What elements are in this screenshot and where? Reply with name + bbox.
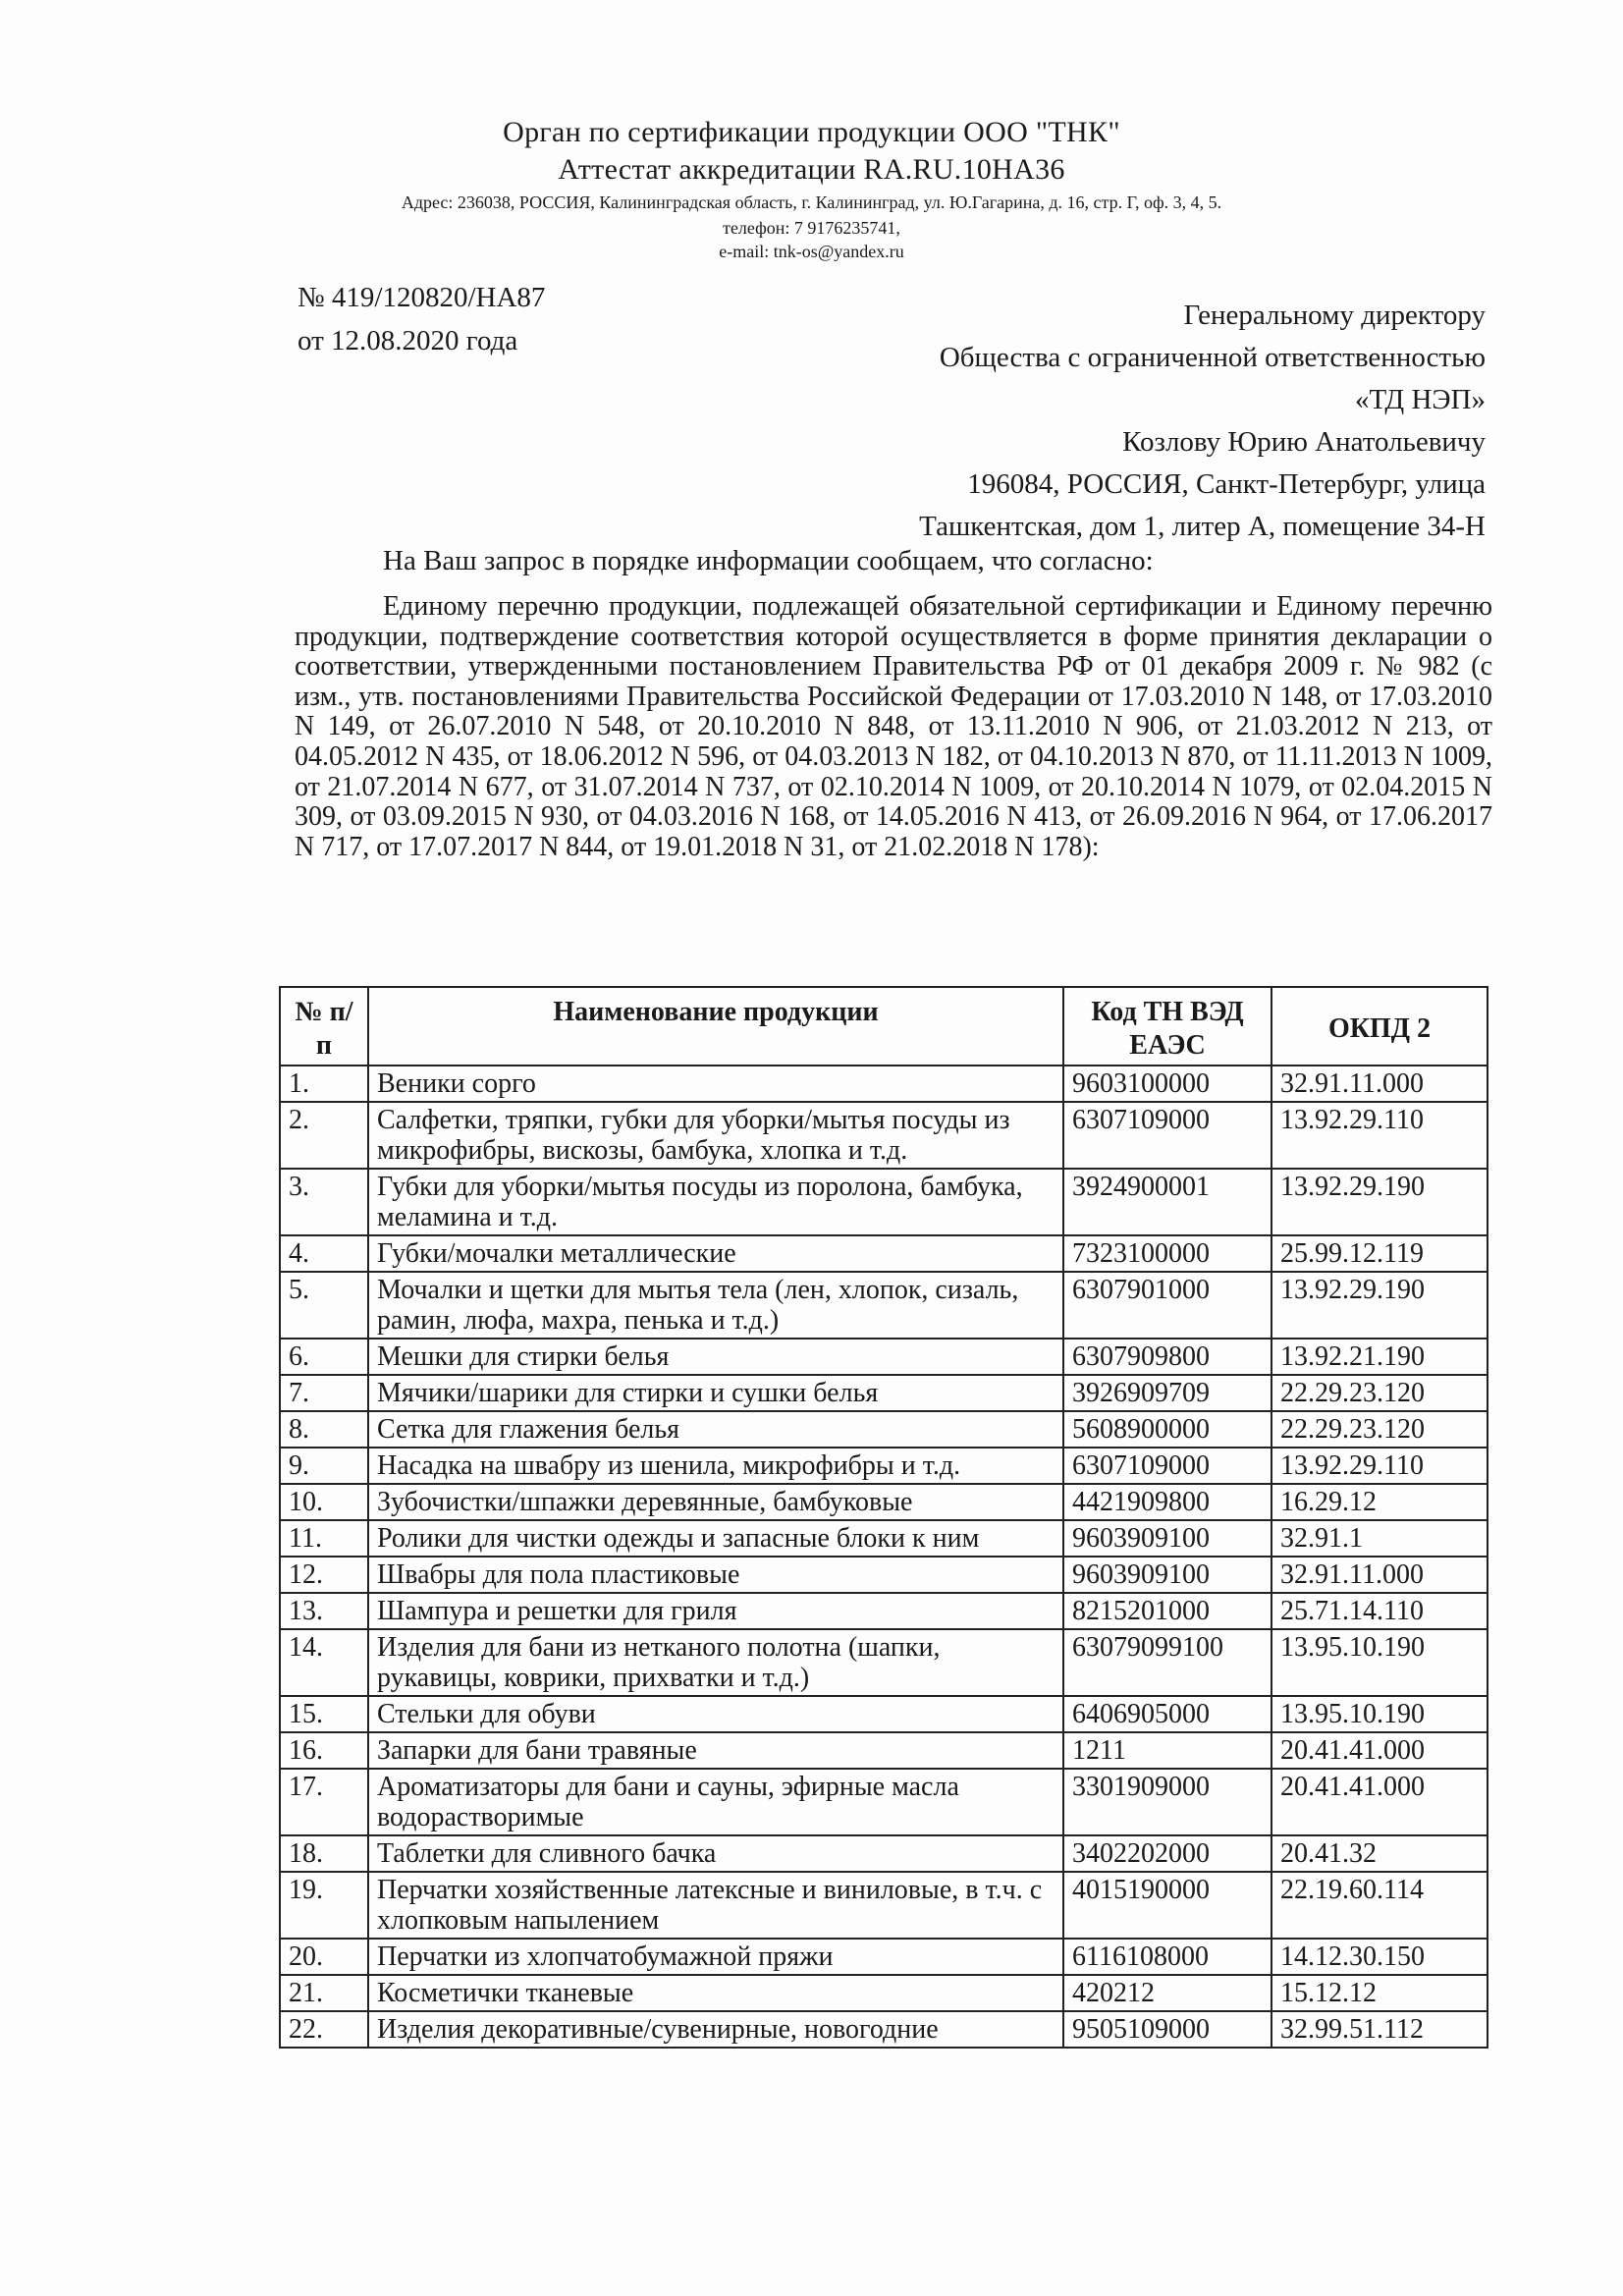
cell-name: Салфетки, тряпки, губки для уборки/мытья посуды из микрофибры, вискозы, бамбука, хлопка и т.д. <box>368 1102 1063 1169</box>
cell-code: 420212 <box>1063 1975 1271 2011</box>
cell-name: Губки для уборки/мытья посуды из поролона, бамбука, меламина и т.д. <box>368 1169 1063 1235</box>
cell-num: 12. <box>280 1557 368 1593</box>
header-okpd: ОКПД 2 <box>1271 987 1488 1066</box>
cell-code: 5608900000 <box>1063 1411 1271 1448</box>
cell-code: 6307109000 <box>1063 1102 1271 1169</box>
header-num: № п/п <box>280 987 368 1066</box>
org-email: e-mail: tnk-os@yandex.ru <box>719 242 904 261</box>
document-date: от 12.08.2020 года <box>298 325 518 356</box>
cell-num: 20. <box>280 1939 368 1975</box>
cell-num: 17. <box>280 1769 368 1835</box>
cell-name: Ароматизаторы для бани и сауны, эфирные масла водорастворимые <box>368 1769 1063 1835</box>
cell-num: 7. <box>280 1375 368 1411</box>
cell-num: 18. <box>280 1835 368 1872</box>
cell-num: 16. <box>280 1732 368 1769</box>
cell-name: Мешки для стирки белья <box>368 1339 1063 1375</box>
cell-name: Таблетки для сливного бачка <box>368 1835 1063 1872</box>
cell-code: 3926909709 <box>1063 1375 1271 1411</box>
cell-num: 14. <box>280 1629 368 1696</box>
addressee-line: Ташкентская, дом 1, литер А, помещение 34-Н <box>919 511 1486 542</box>
table-row <box>280 1769 1488 1835</box>
cell-okpd: 32.99.51.112 <box>1271 2011 1488 2048</box>
addressee-line: Козлову Юрию Анатольевичу <box>1122 426 1486 458</box>
table-row <box>280 2011 1488 2048</box>
cell-okpd: 13.95.10.190 <box>1271 1696 1488 1732</box>
table-row <box>280 1629 1488 1696</box>
cell-okpd: 22.19.60.114 <box>1271 1872 1488 1939</box>
addressee-line: Генеральному директору <box>1183 300 1486 331</box>
cell-okpd: 25.99.12.119 <box>1271 1235 1488 1272</box>
cell-okpd: 13.92.29.190 <box>1271 1272 1488 1339</box>
table-row <box>280 1732 1488 1769</box>
cell-okpd: 20.41.41.000 <box>1271 1769 1488 1835</box>
cell-okpd: 13.92.29.110 <box>1271 1102 1488 1169</box>
cell-code: 9603909100 <box>1063 1557 1271 1593</box>
cell-num: 10. <box>280 1484 368 1520</box>
cell-okpd: 20.41.32 <box>1271 1835 1488 1872</box>
cell-code: 7323100000 <box>1063 1235 1271 1272</box>
table-row <box>280 1339 1488 1375</box>
cell-num: 19. <box>280 1872 368 1939</box>
cell-code: 3402202000 <box>1063 1835 1271 1872</box>
cell-okpd: 32.91.1 <box>1271 1520 1488 1557</box>
table-row <box>280 1872 1488 1939</box>
cell-name: Мочалки и щетки для мытья тела (лен, хлопок, сизаль, рамин, люфа, махра, пенька и т.д.) <box>368 1272 1063 1339</box>
cell-name: Изделия для бани из нетканого полотна (шапки, рукавицы, коврики, прихватки и т.д.) <box>368 1629 1063 1696</box>
cell-code: 4015190000 <box>1063 1872 1271 1939</box>
cell-okpd: 13.92.29.190 <box>1271 1169 1488 1235</box>
cell-code: 9505109000 <box>1063 2011 1271 2048</box>
table-row <box>280 1375 1488 1411</box>
cell-okpd: 13.92.21.190 <box>1271 1339 1488 1375</box>
cell-num: 2. <box>280 1102 368 1169</box>
intro-line: На Ваш запрос в порядке информации сообщаем, что согласно: <box>383 545 1154 576</box>
cell-code: 6307901000 <box>1063 1272 1271 1339</box>
table-row <box>280 1066 1488 1102</box>
table-row <box>280 1235 1488 1272</box>
table-row <box>280 1593 1488 1629</box>
cell-okpd: 13.95.10.190 <box>1271 1629 1488 1696</box>
cell-num: 1. <box>280 1066 368 1102</box>
cell-okpd: 22.29.23.120 <box>1271 1375 1488 1411</box>
table-row <box>280 1939 1488 1975</box>
cell-name: Губки/мочалки металлические <box>368 1235 1063 1272</box>
addressee-line: Общества с ограниченной ответственностью <box>939 342 1486 373</box>
cell-name: Швабры для пола пластиковые <box>368 1557 1063 1593</box>
cell-code: 3924900001 <box>1063 1169 1271 1235</box>
cell-num: 15. <box>280 1696 368 1732</box>
cell-name: Перчатки хозяйственные латексные и виниловые, в т.ч. с хлопковым напылением <box>368 1872 1063 1939</box>
cell-code: 4421909800 <box>1063 1484 1271 1520</box>
cell-name: Перчатки из хлопчатобумажной пряжи <box>368 1939 1063 1975</box>
table-row <box>280 1835 1488 1872</box>
org-address: Адрес: 236038, РОССИЯ, Калининградская область, г. Калининград, ул. Ю.Гагарина, д. 16, стр. Г, оф. 3, 4, 5. <box>401 192 1222 212</box>
cell-code: 6307109000 <box>1063 1448 1271 1484</box>
cell-num: 11. <box>280 1520 368 1557</box>
table-row <box>280 1411 1488 1448</box>
cell-code: 6307909800 <box>1063 1339 1271 1375</box>
product-table <box>279 986 1488 2049</box>
cell-code: 63079099100 <box>1063 1629 1271 1696</box>
cell-code: 9603909100 <box>1063 1520 1271 1557</box>
table-row <box>280 1484 1488 1520</box>
cell-name: Ролики для чистки одежды и запасные блоки к ним <box>368 1520 1063 1557</box>
cell-name: Косметички тканевые <box>368 1975 1063 2011</box>
cell-num: 8. <box>280 1411 368 1448</box>
table-row <box>280 1520 1488 1557</box>
table-row <box>280 1102 1488 1169</box>
table-row <box>280 1272 1488 1339</box>
cell-name: Шампура и решетки для гриля <box>368 1593 1063 1629</box>
cell-code: 8215201000 <box>1063 1593 1271 1629</box>
cell-code: 3301909000 <box>1063 1769 1271 1835</box>
document-number: № 419/120820/НА87 <box>298 282 546 313</box>
cell-num: 21. <box>280 1975 368 2011</box>
header-code: Код ТН ВЭД ЕАЭС <box>1063 987 1271 1066</box>
cell-code: 9603100000 <box>1063 1066 1271 1102</box>
cell-code: 6116108000 <box>1063 1939 1271 1975</box>
table-row <box>280 1696 1488 1732</box>
header-name: Наименование продукции <box>368 987 1063 1066</box>
accreditation-certificate: Аттестат аккредитации RA.RU.10НА36 <box>558 153 1065 186</box>
cell-num: 4. <box>280 1235 368 1272</box>
table-row <box>280 1448 1488 1484</box>
cell-okpd: 32.91.11.000 <box>1271 1066 1488 1102</box>
cell-okpd: 14.12.30.150 <box>1271 1939 1488 1975</box>
cell-okpd: 15.12.12 <box>1271 1975 1488 2011</box>
legal-paragraph: Единому перечню продукции, подлежащей обязательной сертификации и Единому перечню продукции, подтверждение соответствия которой осуществляется в форме принятия декларации о соответствии, утвержденными постановлением Правительства РФ от 01 декабря 2009 г. № 982 (с изм., утв. постановлениями Правительства Российской Федерации от 17.03.2010 N 148, от 17.03.2010 N 149, от 26.07.2010 N 548, от 20.10.2010 N 848, от 13.11.2010 N 906, от 21.03.2012 N 213, от 04.05.2012 N 435, от 18.06.2012 N 596, от 04.03.2013 N 182, от 04.10.2013 N 870, от 11.11.2013 N 1009, от 21.07.2014 N 677, от 31.07.2014 N 737, от 02.10.2014 N 1009, от 20.10.2014 N 1079, от 02.04.2015 N 309, от 03.09.2015 N 930, от 04.03.2016 N 168, от 14.05.2016 N 413, от 26.09.2016 N 964, от 17.06.2017 N 717, от 17.07.2017 N 844, от 19.01.2018 N 31, от 21.02.2018 N 178): <box>295 591 1493 862</box>
cell-num: 5. <box>280 1272 368 1339</box>
cell-num: 6. <box>280 1339 368 1375</box>
org-phone: телефон: 7 9176235741, <box>723 218 900 238</box>
cell-okpd: 20.41.41.000 <box>1271 1732 1488 1769</box>
addressee-line: «ТД НЭП» <box>1355 384 1486 415</box>
org-name: Орган по сертификации продукции ООО "ТНК" <box>503 116 1120 148</box>
cell-name: Стельки для обуви <box>368 1696 1063 1732</box>
cell-name: Зубочистки/шпажки деревянные, бамбуковые <box>368 1484 1063 1520</box>
addressee-block <box>602 295 1486 548</box>
cell-name: Сетка для глажения белья <box>368 1411 1063 1448</box>
cell-num: 13. <box>280 1593 368 1629</box>
cell-name: Насадка на швабру из шенила, микрофибры и т.д. <box>368 1448 1063 1484</box>
cell-okpd: 25.71.14.110 <box>1271 1593 1488 1629</box>
cell-num: 9. <box>280 1448 368 1484</box>
addressee-line: 196084, РОССИЯ, Санкт-Петербург, улица <box>967 468 1486 500</box>
table-row <box>280 1169 1488 1235</box>
cell-okpd: 16.29.12 <box>1271 1484 1488 1520</box>
cell-code: 1211 <box>1063 1732 1271 1769</box>
table-header-row <box>280 987 1488 1066</box>
cell-name: Изделия декоративные/сувенирные, новогодние <box>368 2011 1063 2048</box>
cell-code: 6406905000 <box>1063 1696 1271 1732</box>
cell-num: 3. <box>280 1169 368 1235</box>
table-row <box>280 1975 1488 2011</box>
cell-num: 22. <box>280 2011 368 2048</box>
cell-okpd: 13.92.29.110 <box>1271 1448 1488 1484</box>
cell-name: Веники сорго <box>368 1066 1063 1102</box>
table-row <box>280 1557 1488 1593</box>
cell-okpd: 32.91.11.000 <box>1271 1557 1488 1593</box>
cell-okpd: 22.29.23.120 <box>1271 1411 1488 1448</box>
cell-name: Запарки для бани травяные <box>368 1732 1063 1769</box>
cell-name: Мячики/шарики для стирки и сушки белья <box>368 1375 1063 1411</box>
